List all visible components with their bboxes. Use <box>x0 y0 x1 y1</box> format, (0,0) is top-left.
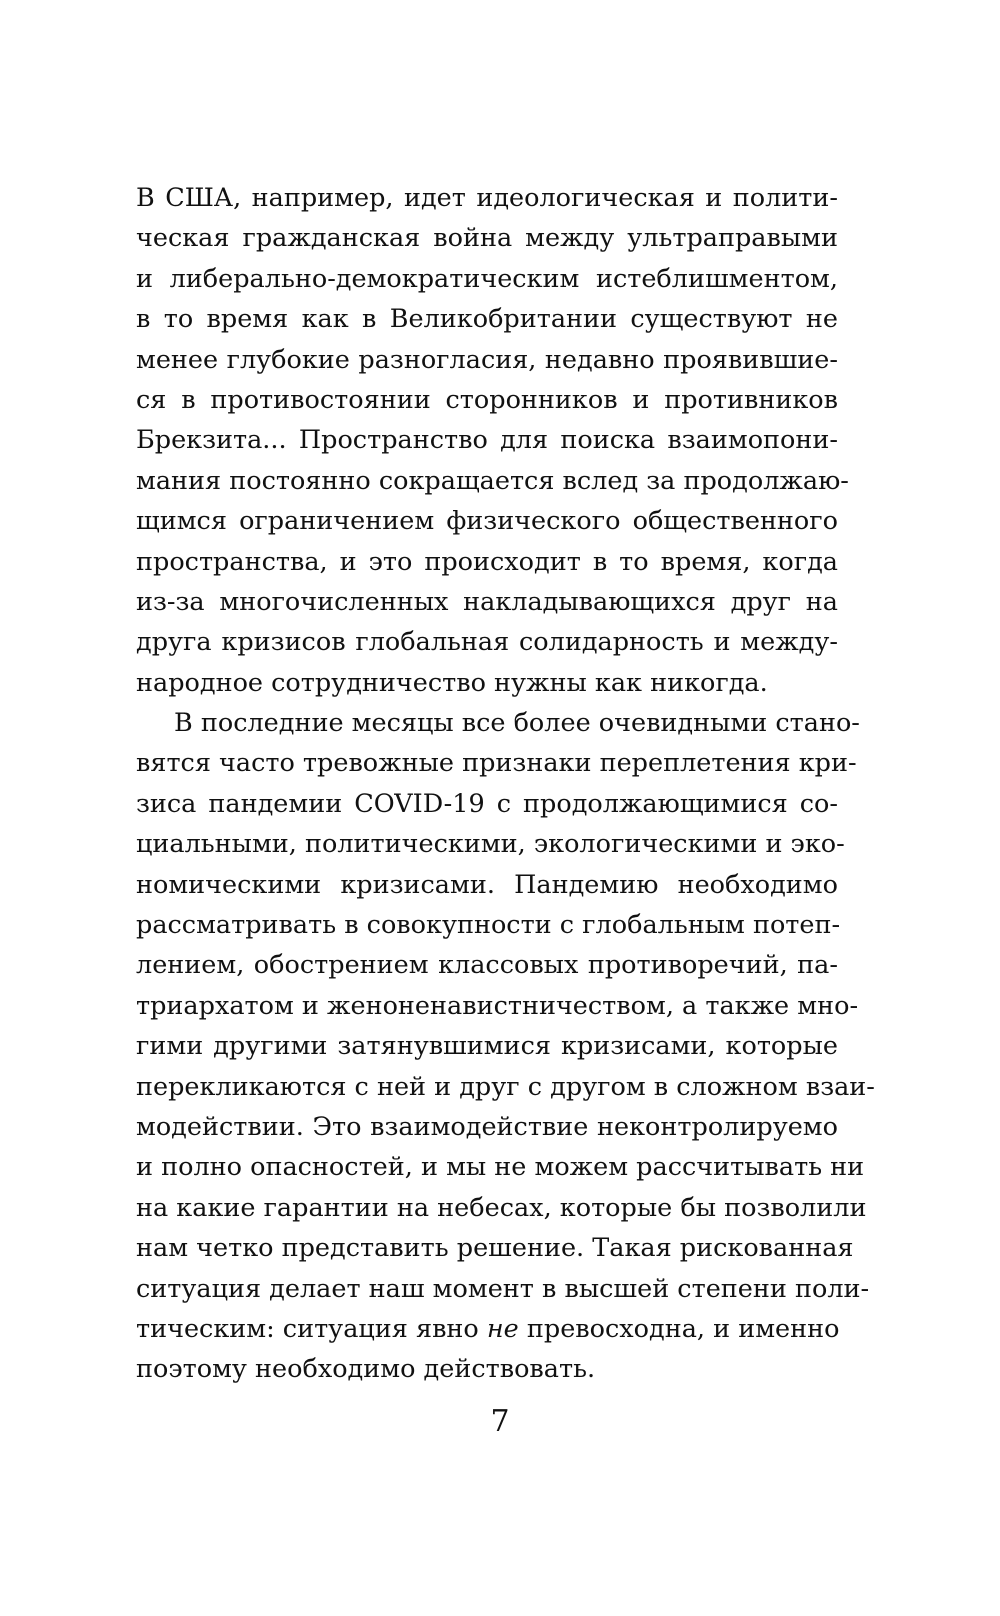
text-line: триархатом и женоненавистничеством, а также мно- <box>136 990 859 1021</box>
text-line: из-за многочисленных накладывающихся друг на <box>136 586 838 617</box>
text-line: мания постоянно сокращается вслед за продолжаю- <box>136 465 849 496</box>
text-line: в то время как в Великобритании существуют не <box>136 304 838 335</box>
text-line: друга кризисов глобальная солидарность и между- <box>136 627 838 658</box>
page-number: 7 <box>490 1404 510 1439</box>
paragraph-1 <box>136 178 849 703</box>
text-line: рассматривать в совокупности с глобальным потеп- <box>136 910 841 941</box>
emphasis-word: не <box>486 1313 519 1344</box>
text-line: В последние месяцы все более очевидными стано- <box>174 708 860 739</box>
text-line: вятся часто тревожные признаки переплетения кри- <box>136 748 857 779</box>
text-line: поэтому необходимо действовать. <box>136 1354 596 1385</box>
text-line: номическими кризисами. Пандемию необходимо <box>136 869 838 900</box>
text-line: зиса пандемии COVID-19 с продолжающимися со- <box>136 788 838 819</box>
text-line: ческая гражданская война между ультраправыми <box>136 223 838 254</box>
text-segment: превосходна, и именно <box>518 1313 840 1344</box>
paragraph-2 <box>136 703 875 1390</box>
text-line-with-emphasis <box>136 1309 838 1349</box>
text-line: лением, обострением классовых противоречий, па- <box>136 950 838 981</box>
text-line: циальными, политическими, экологическими и эко- <box>136 829 845 860</box>
text-line: нам четко представить решение. Такая рискованная <box>136 1233 854 1264</box>
text-line: В США, например, идет идеологическая и полити- <box>136 183 838 213</box>
text-line: гими другими затянувшимися кризисами, которые <box>136 1031 838 1062</box>
text-line: ся в противостоянии сторонников и противников <box>136 384 838 415</box>
text-segment: тическим: ситуация явно <box>136 1313 487 1344</box>
text-line: и полно опасностей, и мы не можем рассчитывать ни <box>136 1152 865 1183</box>
text-line: ситуация делает наш момент в высшей степени поли- <box>136 1273 870 1304</box>
text-line: щимся ограничением физического общественного <box>136 506 838 537</box>
body-text <box>136 178 875 1390</box>
text-line: Брекзита... Пространство для поиска взаимопони- <box>136 425 838 456</box>
text-line: модействии. Это взаимодействие неконтролируемо <box>136 1111 838 1142</box>
text-line: пространства, и это происходит в то время, когда <box>136 546 838 577</box>
text-line: и либерально-демократическим истеблишментом, <box>136 263 838 294</box>
text-line: на какие гарантии на небесах, которые бы позволили <box>136 1192 867 1223</box>
text-line: перекликаются с ней и друг с другом в сложном взаи- <box>136 1071 875 1102</box>
text-line: народное сотрудничество нужны как никогда. <box>136 667 768 698</box>
text-line: менее глубокие разногласия, недавно проявившие- <box>136 344 838 375</box>
